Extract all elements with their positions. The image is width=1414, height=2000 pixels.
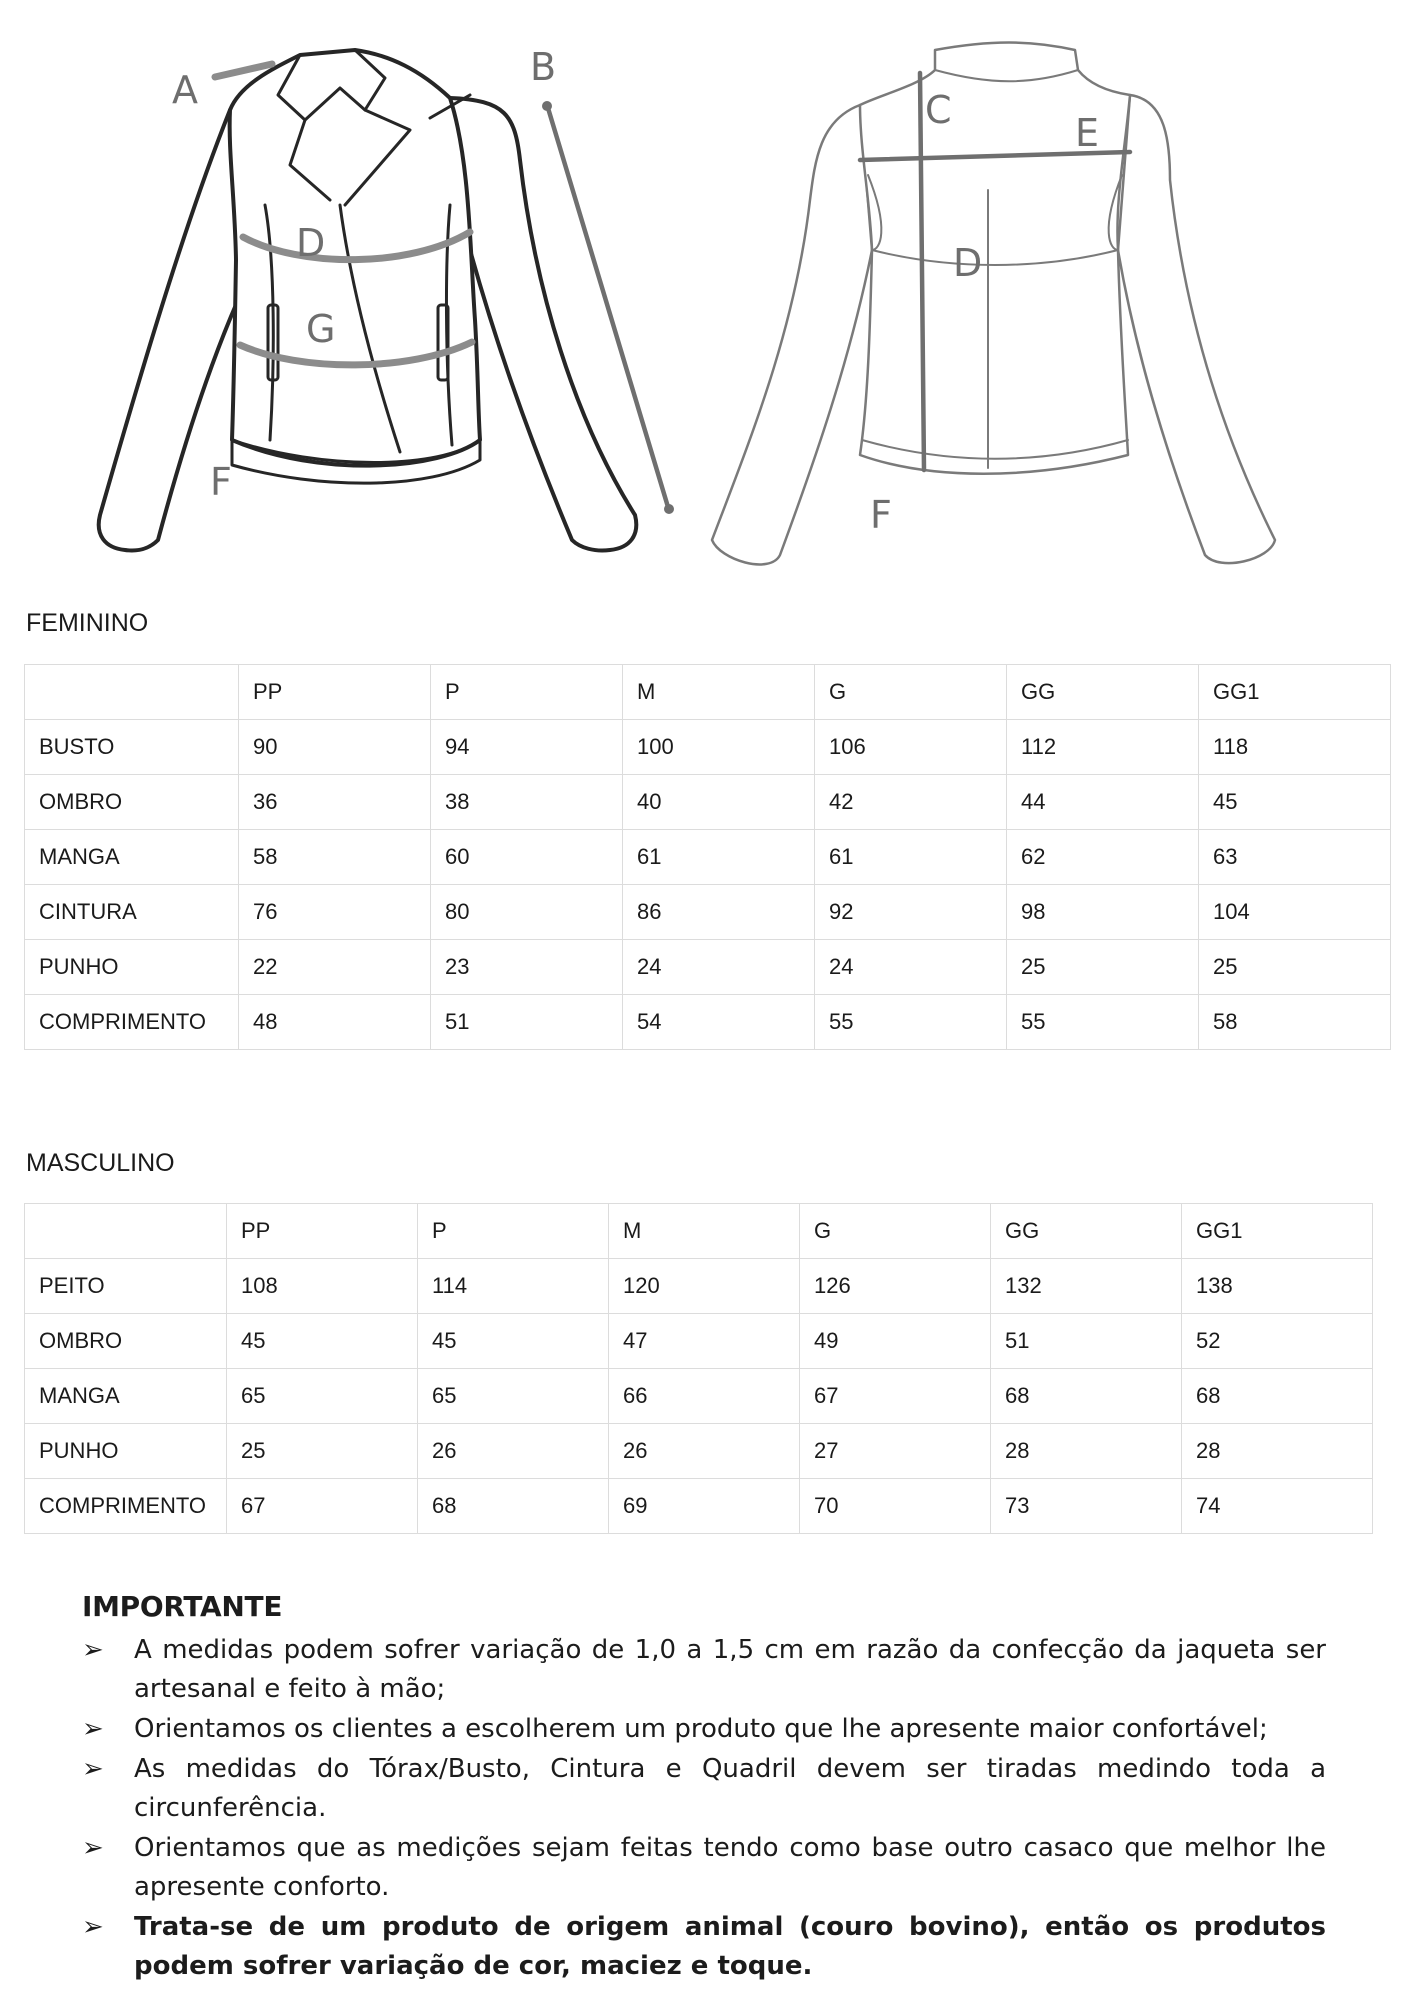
- table-cell: 25: [227, 1424, 418, 1479]
- table-cell: 51: [431, 995, 623, 1050]
- table-cell: 24: [623, 940, 815, 995]
- table-cell: 112: [1007, 720, 1199, 775]
- table-cell: 24: [815, 940, 1007, 995]
- table-cell: 68: [1182, 1369, 1373, 1424]
- diagram-label-e: E: [1075, 111, 1100, 155]
- table-cell: 40: [623, 775, 815, 830]
- table-row: [25, 1424, 1373, 1479]
- row-label: CINTURA: [25, 885, 239, 940]
- table-cell: 98: [1007, 885, 1199, 940]
- row-label: COMPRIMENTO: [25, 1479, 227, 1534]
- table-cell: 26: [609, 1424, 800, 1479]
- table-corner-cell: [25, 1204, 227, 1259]
- masculino-title: MASCULINO: [26, 1149, 175, 1177]
- table-cell: 106: [815, 720, 1007, 775]
- size-header: P: [431, 665, 623, 720]
- table-cell: 45: [418, 1314, 609, 1369]
- table-cell: 138: [1182, 1259, 1373, 1314]
- table-cell: 100: [623, 720, 815, 775]
- table-cell: 25: [1199, 940, 1391, 995]
- table-cell: 66: [609, 1369, 800, 1424]
- table-cell: 76: [239, 885, 431, 940]
- note-text: As medidas do Tórax/Busto, Cintura e Quadril devem ser tiradas medindo toda a circunferência.: [134, 1754, 1326, 1823]
- table-row: [25, 1369, 1373, 1424]
- table-cell: 42: [815, 775, 1007, 830]
- table-cell: 74: [1182, 1479, 1373, 1534]
- table-cell: 68: [418, 1479, 609, 1534]
- table-cell: 47: [609, 1314, 800, 1369]
- table-cell: 61: [815, 830, 1007, 885]
- table-cell: 55: [815, 995, 1007, 1050]
- table-cell: 55: [1007, 995, 1199, 1050]
- table-row: [25, 720, 1391, 775]
- arrow-bullet-icon: ➢: [82, 1912, 104, 1942]
- row-label: PEITO: [25, 1259, 227, 1314]
- list-item: [82, 1829, 1326, 1907]
- list-item: [82, 1710, 1326, 1749]
- table-cell: 114: [418, 1259, 609, 1314]
- size-header: G: [800, 1204, 991, 1259]
- table-cell: 51: [991, 1314, 1182, 1369]
- table-cell: 67: [800, 1369, 991, 1424]
- table-cell: 108: [227, 1259, 418, 1314]
- table-cell: 26: [418, 1424, 609, 1479]
- table-cell: 132: [991, 1259, 1182, 1314]
- table-cell: 92: [815, 885, 1007, 940]
- table-cell: 22: [239, 940, 431, 995]
- note-text: Orientamos que as medições sejam feitas tendo como base outro casaco que melhor lhe apresente conforto.: [134, 1833, 1326, 1902]
- table-cell: 90: [239, 720, 431, 775]
- diagram-label-f-front: F: [210, 460, 232, 504]
- size-header: GG1: [1199, 665, 1391, 720]
- row-label: OMBRO: [25, 1314, 227, 1369]
- measurement-diagram: [0, 0, 1414, 600]
- table-row: [25, 775, 1391, 830]
- diagram-label-g: G: [306, 307, 336, 351]
- table-row: [25, 1479, 1373, 1534]
- table-cell: 27: [800, 1424, 991, 1479]
- table-cell: 126: [800, 1259, 991, 1314]
- diagram-label-d-front: D: [296, 221, 326, 265]
- back-jacket-illustration: [712, 43, 1275, 565]
- arrow-bullet-icon: ➢: [82, 1635, 104, 1665]
- list-item: [82, 1750, 1326, 1828]
- table-cell: 23: [431, 940, 623, 995]
- table-corner-cell: [25, 665, 239, 720]
- table-cell: 65: [227, 1369, 418, 1424]
- table-row: [25, 1259, 1373, 1314]
- diagram-label-c: C: [925, 88, 952, 132]
- table-cell: 67: [227, 1479, 418, 1534]
- table-cell: 36: [239, 775, 431, 830]
- table-header-row: [25, 1204, 1373, 1259]
- table-cell: 61: [623, 830, 815, 885]
- masculino-size-table: [24, 1203, 1373, 1534]
- table-row: [25, 995, 1391, 1050]
- table-cell: 86: [623, 885, 815, 940]
- arrow-bullet-icon: ➢: [82, 1833, 104, 1863]
- table-cell: 65: [418, 1369, 609, 1424]
- table-cell: 70: [800, 1479, 991, 1534]
- table-cell: 48: [239, 995, 431, 1050]
- table-cell: 49: [800, 1314, 991, 1369]
- table-cell: 52: [1182, 1314, 1373, 1369]
- table-cell: 118: [1199, 720, 1391, 775]
- table-cell: 45: [1199, 775, 1391, 830]
- size-header: G: [815, 665, 1007, 720]
- notes-list: [82, 1631, 1326, 1986]
- front-jacket-illustration: [99, 45, 674, 551]
- row-label: OMBRO: [25, 775, 239, 830]
- size-header: M: [609, 1204, 800, 1259]
- list-item: [82, 1631, 1326, 1709]
- feminino-size-table: [24, 664, 1391, 1050]
- table-cell: 104: [1199, 885, 1391, 940]
- table-header-row: [25, 665, 1391, 720]
- diagram-label-b: B: [530, 45, 557, 89]
- note-text: Trata-se de um produto de origem animal (couro bovino), então os produtos podem sofrer variação de cor, maciez e toque.: [134, 1912, 1326, 1981]
- table-cell: 38: [431, 775, 623, 830]
- table-cell: 63: [1199, 830, 1391, 885]
- size-header: P: [418, 1204, 609, 1259]
- diagram-label-a: A: [172, 68, 198, 112]
- table-row: [25, 885, 1391, 940]
- table-cell: 73: [991, 1479, 1182, 1534]
- row-label: PUNHO: [25, 940, 239, 995]
- feminino-title: FEMININO: [26, 609, 149, 637]
- table-cell: 44: [1007, 775, 1199, 830]
- row-label: MANGA: [25, 830, 239, 885]
- table-cell: 45: [227, 1314, 418, 1369]
- note-text: Orientamos os clientes a escolherem um produto que lhe apresente maior confortável;: [134, 1714, 1268, 1744]
- size-header: PP: [239, 665, 431, 720]
- list-item: [82, 1908, 1326, 1986]
- table-cell: 28: [991, 1424, 1182, 1479]
- table-cell: 25: [1007, 940, 1199, 995]
- row-label: BUSTO: [25, 720, 239, 775]
- size-header: GG: [1007, 665, 1199, 720]
- size-header: M: [623, 665, 815, 720]
- table-cell: 68: [991, 1369, 1182, 1424]
- table-cell: 28: [1182, 1424, 1373, 1479]
- diagram-label-d-back: D: [953, 241, 983, 285]
- table-cell: 120: [609, 1259, 800, 1314]
- size-header: PP: [227, 1204, 418, 1259]
- table-cell: 69: [609, 1479, 800, 1534]
- arrow-bullet-icon: ➢: [82, 1714, 104, 1744]
- row-label: COMPRIMENTO: [25, 995, 239, 1050]
- row-label: MANGA: [25, 1369, 227, 1424]
- table-row: [25, 940, 1391, 995]
- table-cell: 80: [431, 885, 623, 940]
- table-row: [25, 830, 1391, 885]
- notes-title: IMPORTANTE: [82, 1590, 283, 1623]
- size-header: GG1: [1182, 1204, 1373, 1259]
- table-cell: 58: [239, 830, 431, 885]
- table-cell: 62: [1007, 830, 1199, 885]
- table-cell: 54: [623, 995, 815, 1050]
- table-row: [25, 1314, 1373, 1369]
- diagram-label-f-back: F: [870, 493, 892, 537]
- note-text: A medidas podem sofrer variação de 1,0 a 1,5 cm em razão da confecção da jaqueta ser artesanal e feito à mão;: [134, 1635, 1326, 1704]
- important-notes: [82, 1590, 1326, 1987]
- size-header: GG: [991, 1204, 1182, 1259]
- table-cell: 58: [1199, 995, 1391, 1050]
- arrow-bullet-icon: ➢: [82, 1754, 104, 1784]
- table-cell: 94: [431, 720, 623, 775]
- row-label: PUNHO: [25, 1424, 227, 1479]
- table-cell: 60: [431, 830, 623, 885]
